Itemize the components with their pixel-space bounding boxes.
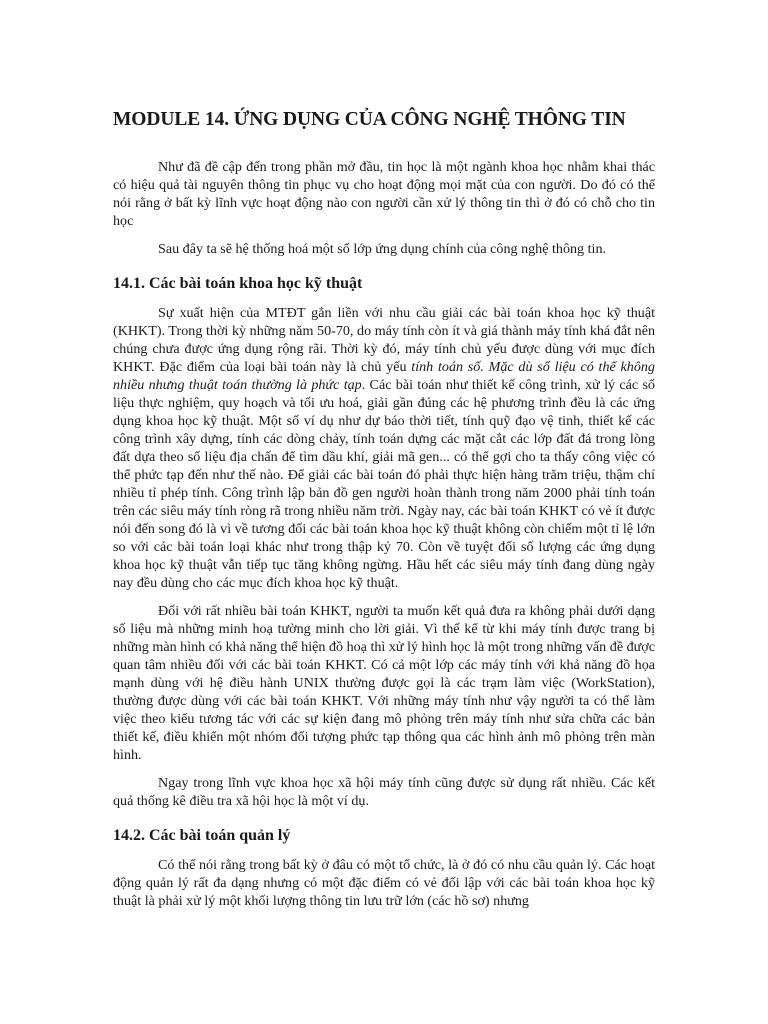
body-paragraph: Ngay trong lĩnh vực khoa học xã hội máy tính cũng được sử dụng rất nhiều. Các kết quả thống kê điều tra xã hội học là một ví dụ. xyxy=(113,775,655,809)
italic-emphasis: tính toán số. Mặc dù số liệu có thể không nhiều nhưng thuật toán thường là phức tạp xyxy=(113,359,655,393)
body-paragraph: Có thể nói rằng trong bất kỳ ở đâu có một tổ chức, là ở đó có nhu cầu quản lý. Các hoạt động quản lý rất đa dạng nhưng có một đặc điểm có vẻ đối lập với các bài toán khoa học kỹ thuật là phải xử lý một khối lượng thông tin lưu trữ lớn (các hồ sơ) nhưng xyxy=(113,857,655,909)
body-paragraph: Đối với rất nhiều bài toán KHKT, người ta muốn kết quả đưa ra không phải dưới dạng số liệu mà những minh hoạ tường minh cho lời giải. Vì thế kể từ khi máy tính được trang bị những màn hình có khả năng thể hiện đồ hoạ thì xử lý hình học là một trong những vấn đề được quan tâm nhiều đối với các bài toán KHKT. Có cả một lớp các máy tính với khả năng đồ họa mạnh dùng với hệ điều hành UNIX thường được gọi là các trạm làm việc (WorkStation), thường được dùng với các bài toán KHKT. Với những máy tính như vậy người ta có thể làm việc theo kiểu tương tác với các sự kiện đang mô phỏng trên máy tính như sửa chữa các bản thiết kế, điều khiển một nhóm đối tượng phức tạp thông qua các hình ảnh mô phỏng trên màn hình. xyxy=(113,603,655,763)
document-body xyxy=(113,108,655,920)
intro-paragraph: Sau đây ta sẽ hệ thống hoá một số lớp ứng dụng chính của công nghệ thông tin. xyxy=(158,241,607,257)
intro-paragraph: Như đã đề cập đến trong phần mở đầu, tin học là một ngành khoa học nhằm khai thác có hiệu quả tài nguyên thông tin phục vụ cho hoạt động mọi mặt của con người. Do đó có thể nói rằng ở bất kỳ lĩnh vực hoạt động nào con người cần xử lý thông tin thì ở đó có chỗ cho tin học xyxy=(113,159,655,229)
paragraph-text: . Các bài toán như thiết kế công trình, xử lý các số liệu thực nghiệm, quy hoạch và tối ưu hoá, giải gần đúng các hệ phương trình đều là các ứng dụng khoa học kỹ thuật. Một số ví dụ như dự báo thời tiết, tính quỹ đạo vệ tinh, thiết kế các công trình xây dựng, tính các dòng chảy, tính toán dựng các mặt cắt các lớp đất đá trong lòng đất dựa theo số liệu địa chấn để tìm dầu khí, giải mã gen... có thể gợi cho ta thấy công việc có thể phức tạp đến như thế nào. Để giải các bài toán đó phải thực hiện hàng trăm triệu, thậm chí nhiều tỉ phép tính. Công trình lập bản đồ gen người hoàn thành trong năm 2000 phải tính toán trên các siêu máy tính ròng rã trong nhiều năm trời. Ngày nay, các bài toán KHKT có vẻ ít được nói đến song đó là vì về tương đối các bài toán khoa học kỹ thuật không còn chiếm một tỉ lệ lớn so với các bài toán loại khác như trong thập kỷ 70. Còn về tuyệt đối số lượng các ứng dụng khoa học kỹ thuật vẫn tiếp tục tăng không ngừng. Hầu hết các siêu máy tính đang dùng ngày nay đều dùng cho các mục đích khoa học kỹ thuật. xyxy=(113,377,655,591)
body-paragraph xyxy=(113,304,655,592)
page-title: MODULE 14. ỨNG DỤNG CỦA CÔNG NGHỆ THÔNG TIN xyxy=(113,109,626,130)
section-heading-14-1: 14.1. Các bài toán khoa học kỹ thuật xyxy=(113,275,363,292)
section-heading-14-2: 14.2. Các bài toán quản lý xyxy=(113,827,291,844)
paragraph-text: Sự xuất hiện của MTĐT gắn liền với nhu cầu giải các bài toán khoa học kỹ thuật (KHKT). Trong thời kỳ những năm 50-70, do máy tính còn ít và giá thành máy tính khá đắt nên chúng chưa được ứng dụng rộng rãi. Thời kỳ đó, máy tính chủ yếu được dùng với mục đích KHKT. Đặc điểm của loại bài toán này là chủ yếu xyxy=(113,305,655,375)
